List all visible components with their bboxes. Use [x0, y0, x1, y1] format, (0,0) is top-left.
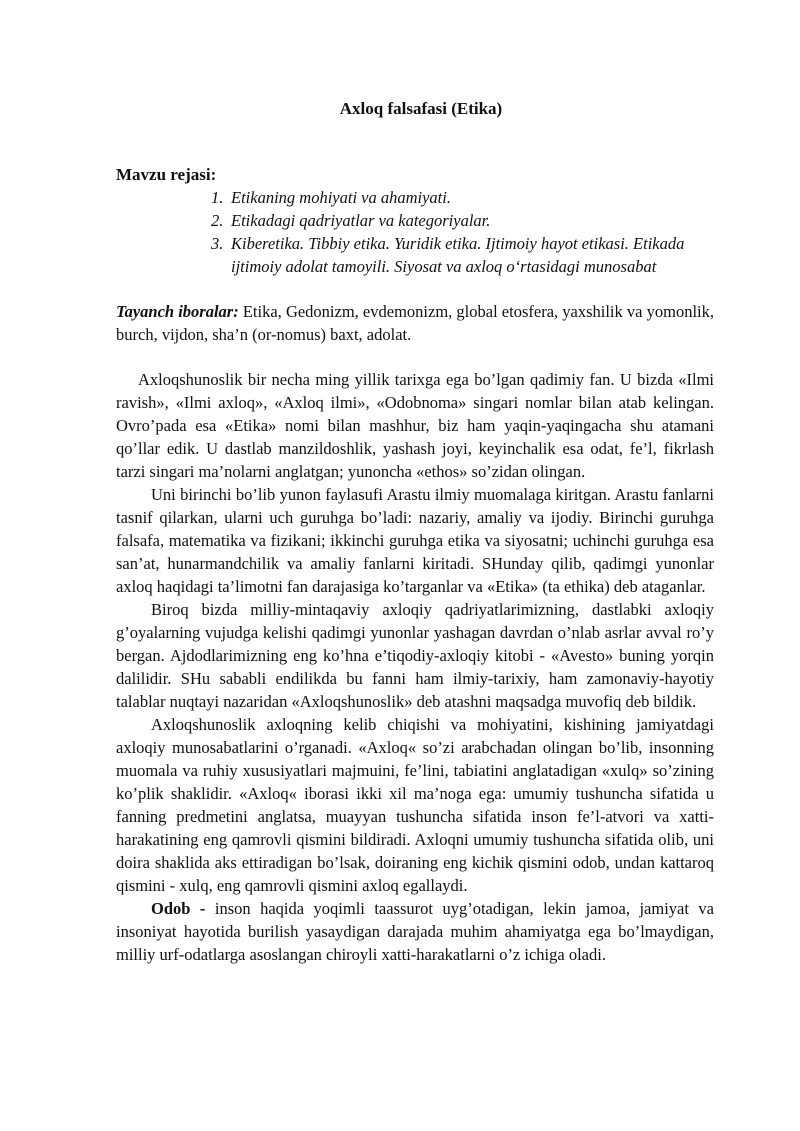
- plan-item-text: Kiberetika. Tibbiy etika. Yuridik etika. Ijtimoiy hayot etikasi. Etikada ijtimoiy adolat tamoyili. Siyosat va axloq oʻrtasidagi munosabat: [231, 234, 685, 276]
- paragraph: Biroq bizda milliy-mintaqaviy axloqiy qadriyatlarimizning, dastlabki axloqiy g’oyalarning vujudga kelishi qadimgi yunonlar yashagan davrdan o’nlab asrlar avval ro’y bergan. Ajdodlarimizning eng ko’hna e’tiqodiy-axloqiy kitobi - «Avesto» buning yorqin dalilidir. SHu sababli endilikda bu fanni ham ilmiy-tarixiy, ham zamonaviy-hayotiy talablar nuqtayi nazaridan «Axloqshunoslik» deb atashni maqsadga muvofiq deb bildik.: [116, 600, 714, 711]
- plan-item: [211, 209, 714, 232]
- keywords-paragraph: [116, 300, 714, 346]
- paragraph: [116, 897, 714, 966]
- paragraph-text: inson haqida yoqimli taassurot uyg’otadigan, lekin jamoa, jamiyat va insoniyat hayotida burilish yasaydigan darajada muhim ahamiyatga ega bo’lmaydigan, milliy urf-odatlarga asoslangan chiroyli xatti-harakatlarni o’z ichiga oladi.: [116, 899, 714, 964]
- plan-item: [211, 232, 714, 278]
- plan-item-number: 2.: [211, 211, 224, 230]
- plan-list: [116, 186, 714, 278]
- term-odob: Odob -: [151, 899, 206, 918]
- body-text: [116, 368, 714, 966]
- plan-item-number: 1.: [211, 188, 224, 207]
- plan-item: [211, 186, 714, 209]
- paragraph: Axloqshunoslik axloqning kelib chiqishi va mohiyatini, kishining jamiyatdagi axloqiy munosabatlarini o’rganadi. «Axloq« so’zi arabchadan olingan bo’lib, insonning muomala va ruhiy xususiyatlari majmuini, fe’lini, tabiatini anglatadigan «xulq» so’zining ko’plik shaklidir. «Axloq« iborasi ikki xil ma’noga ega: umumiy tushuncha sifatida u fanning predmetini anglatsa, muayyan tushuncha sifatida inson fe’l-atvori va xatti-harakatining eng qamrovli qismini bildiradi. Axloqni umumiy tushuncha sifatida olib, uni doira shaklida aks ettiradigan bo’lsak, doiraning eng kichik qismini odob, undan kattaroq qismini - xulq, eng qamrovli qismini axloq egallaydi.: [116, 715, 714, 895]
- plan-item-number: 3.: [211, 234, 224, 253]
- plan-item-text: Etikaning mohiyati va ahamiyati.: [231, 188, 451, 207]
- document-title: Axloq falsafasi (Etika): [339, 99, 503, 118]
- keywords-label: Tayanch iboralar:: [116, 302, 239, 321]
- plan-heading: Mavzu rejasi:: [116, 165, 217, 184]
- keywords-text: Etika, Gedonizm, evdemonizm, global etosfera, yaxshilik va yomonlik, burch, vijdon, sha’n (or-nomus) baxt, adolat.: [116, 302, 714, 344]
- paragraph: Uni birinchi bo’lib yunon faylasufi Arastu ilmiy muomalaga kiritgan. Arastu fanlarni tasnif qilarkan, ularni uch guruhga bo’ladi: nazariy, amaliy va ijodiy. Birinchi guruhga falsafa, matematika va fizikani; ikkinchi guruhga etika va siyosatni; uchinchi guruhga esa san’at, hunarmandchilik va amaliy fanlarni kiritadi. SHunday qilib, qadimgi yunonlar axloq haqidagi ta’limotni fan darajasiga ko’targanlar va «Etika» (ta ethika) deb ataganlar.: [116, 485, 714, 596]
- paragraph: Axloqshunoslik bir necha ming yillik tarixga ega bo’lgan qadimiy fan. U bizda «Ilmi ravish», «Ilmi axloq», «Axloq ilmi», «Odobnoma» singari nomlar bilan atab kelingan. Ovro’pada esa «Etika» nomi bilan mashhur, biz ham yaqin-yaqingacha shu atamani qo’llar edik. U dastlab manzildoshlik, yashash joyi, keyinchalik esa odat, fe’l, fikrlash tarzi singari ma’nolarni anglatgan; yunoncha «ethos» so’zidan olingan.: [116, 370, 714, 481]
- plan-item-text: Etikadagi qadriyatlar va kategoriyalar.: [231, 211, 491, 230]
